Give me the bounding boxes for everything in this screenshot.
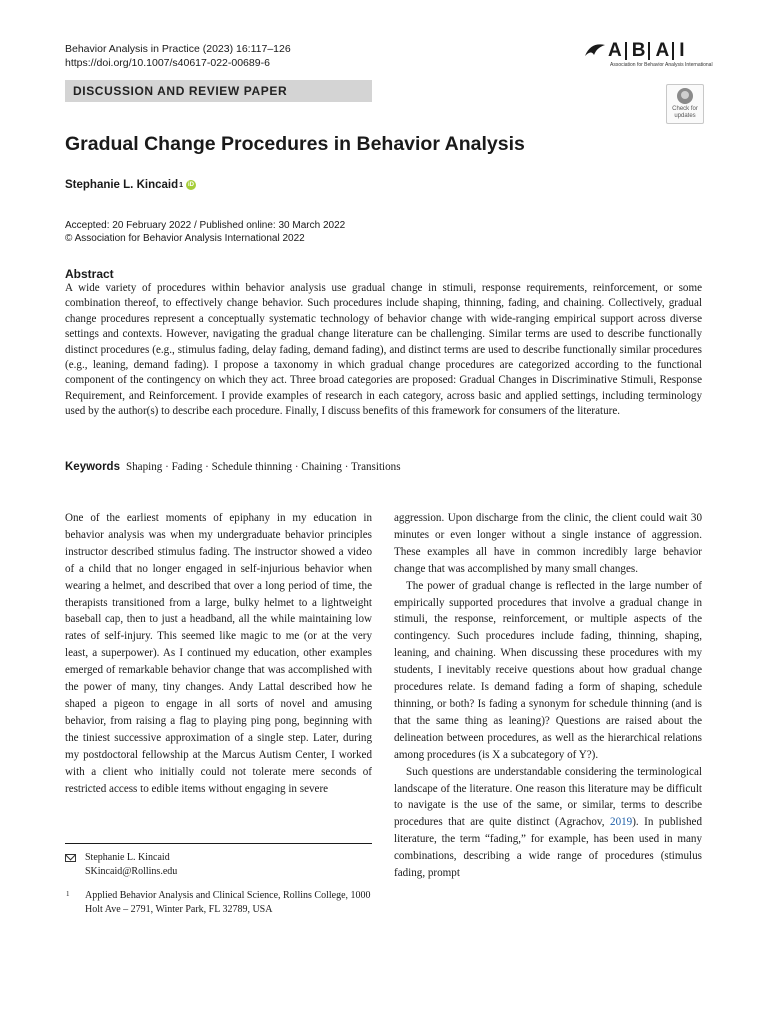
author-name[interactable]: Stephanie L. Kincaid bbox=[65, 179, 179, 191]
article-category-band bbox=[65, 80, 372, 102]
journal-volume: Behavior Analysis in Practice (2023) 16:117–126 bbox=[65, 43, 291, 55]
body-column-left bbox=[65, 510, 372, 797]
orcid-icon[interactable]: iD bbox=[188, 182, 195, 188]
check-for-updates-button[interactable] bbox=[666, 84, 704, 124]
journal-citation bbox=[65, 42, 291, 70]
abai-tagline: Association for Behavior Analysis International bbox=[610, 62, 713, 68]
author-line bbox=[65, 179, 196, 191]
author-affiliation-mark: 1 bbox=[179, 181, 184, 189]
body-paragraph: The power of gradual change is reflected in the large number of empirically supported procedures that involve a gradual change in stimuli, the response, reinforcement, or multiple aspects of the contingency. Such procedures include fading, thinning, shaping, leaning, and chaining. When discussing these procedures with my students, I inevitably receive questions about how gradual change procedures relate. Is demand fading a form of shaping, schedule thinning, or both? Is fading a synonym for schedule thinning (and is that the same thing as leaning)? Questions are raised about the delineation between procedures, as well as the hierarchical relations among procedures (is X a subcategory of Y?). bbox=[394, 579, 702, 761]
contact-email[interactable]: SKincaid@Rollins.edu bbox=[85, 865, 178, 877]
contact-name: Stephanie L. Kincaid bbox=[85, 852, 170, 863]
footnote-divider bbox=[65, 843, 372, 844]
article-title: Gradual Change Procedures in Behavior Analysis bbox=[65, 133, 525, 155]
abai-logo bbox=[584, 40, 713, 72]
abai-letter-i: I bbox=[679, 40, 685, 61]
abai-letter-b: B bbox=[631, 40, 646, 61]
doi-link[interactable]: https://doi.org/10.1007/s40617-022-00689-6 bbox=[65, 57, 270, 69]
affiliation-number: 1 bbox=[66, 890, 70, 898]
body-paragraph: Such questions are understandable considering the terminological landscape of the literature. One reason this literature may be difficult to navigate is the use of the same, or similar, terms to describe procedures that are quite distinct (Agrachov, 2019). In published literature, the term “fading,” for example, has been used in many combinations, describing a wide range of procedures (stimulus fading, prompt bbox=[394, 765, 702, 880]
affiliation-text: Applied Behavior Analysis and Clinical Science, Rollins College, 1000 Holt Ave – 2791, Winter Park, FL 32789, USA bbox=[85, 890, 371, 915]
affiliation-footnote bbox=[65, 889, 372, 916]
check-updates-icon bbox=[677, 88, 693, 104]
envelope-icon bbox=[65, 854, 76, 862]
article-category: DISCUSSION AND REVIEW PAPER bbox=[73, 84, 288, 98]
abstract-text: A wide variety of procedures within behavior analysis use gradual change in stimuli, response requirements, reinforcement, or some combination thereof, to effectively change behavior. Such procedures include shaping, thinning, fading, and chaining. Collectively, gradual change procedures represent a conceptually systematic technology of behavior change with wide-ranging empirical support across diverse settings and contexts. However, navigating the gradual change literature can be challenging. Similar terms are used to describe functionally distinct procedures (e.g., stimulus fading, delay fading, demand fading), and distinct terms are used to describe functionally similar procedures (e.g., leaning, demand fading). I propose a taxonomy in which gradual change procedures are categorized according to the functional component of the contingency on which they act. Three broad categories are proposed: Gradual Changes in Discriminative Stimuli, Response Requirement, and Reinforcement. I provide examples of research in each category, across basic and applied settings, including terminology used by the author(s) to describe each procedure. Finally, I discuss benefits of this framework for consumers of the literature. bbox=[65, 282, 702, 418]
published-date: / Published online: 30 March 2022 bbox=[193, 220, 346, 231]
body-paragraph: One of the earliest moments of epiphany in my education in behavior analysis was when my undergraduate behavior principles instructor described stimulus fading. The instructor showed a video of a child that no longer engaged in self-injurious behavior when wearing a helmet, and described that over a long period of time, the therapists transitioned from a large, bulky helmet to a lightweight baseball cap, then to just a headband, all the while maintaining low rates of self-injury. This seemed like magic to me (or at the very least, a superpower). As I continued my education, other examples emerged of remarkable behavior change that was accomplished with the power of many, tiny changes. Andy Lattal described how he shaped a pigeon to engage in all sorts of novel and amusing behavior, from raising a flag to playing ping pong, beginning with the tiniest successive approximation of a single step. Later, during my postdoctoral fellowship at the Marcus Autism Center, I worked with a client who initially could not tolerate mere seconds of restricted access to edible items without engaging in severe bbox=[65, 512, 372, 795]
abai-letter-a2: A bbox=[655, 40, 670, 61]
keywords-list: Shaping · Fading · Schedule thinning · Chaining · Transitions bbox=[125, 461, 401, 473]
keywords-label: Keywords bbox=[65, 461, 120, 473]
keywords-line bbox=[65, 461, 401, 473]
copyright-line: © Association for Behavior Analysis International 2022 bbox=[65, 233, 305, 244]
abai-letter-a1: A bbox=[608, 40, 622, 61]
contact-footnote bbox=[65, 851, 372, 878]
abstract-heading: Abstract bbox=[65, 267, 114, 281]
citation-link[interactable]: 2019 bbox=[610, 816, 633, 829]
abai-bird-icon bbox=[584, 42, 606, 60]
body-paragraph: aggression. Upon discharge from the clinic, the client could wait 30 minutes or even longer without a single instance of aggression. These examples all have in common incredibly large behavior change that was accomplished by many small changes. bbox=[394, 512, 702, 575]
check-updates-label: Check for updates bbox=[672, 106, 698, 119]
body-column-right bbox=[394, 510, 702, 882]
publication-dates bbox=[65, 219, 345, 245]
accepted-date: Accepted: 20 February 2022 bbox=[65, 220, 192, 231]
